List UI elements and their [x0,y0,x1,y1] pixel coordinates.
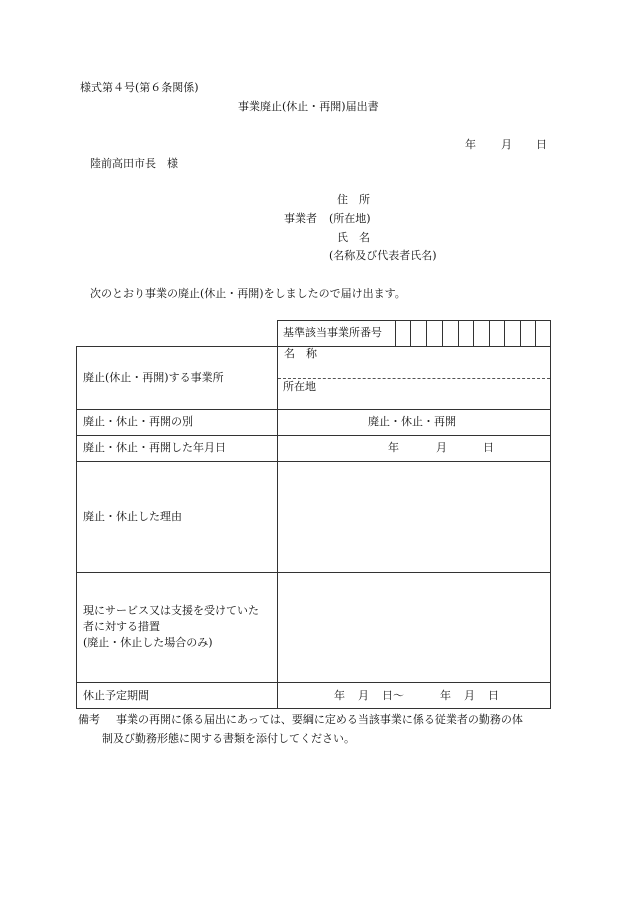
date-row-label: 廃止・休止・再開した年月日 [83,441,226,454]
row-separator [76,435,551,436]
digit-box-divider [395,320,396,346]
type-options[interactable]: 廃止・休止・再開 [368,415,456,428]
digit-box-divider [426,320,427,346]
table-border [277,320,551,321]
suspension-from-day: 日〜 [382,689,404,702]
measures-label-line3: (廃止・休止した場合のみ) [83,636,213,649]
digit-box-divider [458,320,459,346]
type-row-label: 廃止・休止・再開の別 [83,415,193,428]
name-detail-label: (名称及び代表者氏名) [329,249,437,262]
date-row-day: 日 [483,441,494,454]
form-number-label: 様式第４号(第６条関係) [80,81,199,94]
location-label: (所在地) [329,212,371,225]
table-border [277,320,278,346]
digit-box-divider [520,320,521,346]
digit-box-divider [473,320,474,346]
digit-box-divider [410,320,411,346]
digit-box-divider [535,320,536,346]
measures-field[interactable] [279,574,549,681]
suspension-from-year: 年 [334,689,345,702]
suspension-row-label: 休止予定期間 [83,689,149,702]
suspension-to-month: 月 [464,689,475,702]
row-separator [76,409,551,410]
dashed-separator [278,378,550,379]
digit-box-divider [489,320,490,346]
table-border [550,320,551,709]
suspension-to-year: 年 [440,689,451,702]
suspension-to-day: 日 [488,689,499,702]
reason-row-label: 廃止・休止した理由 [83,510,182,523]
measures-label-line2: 者に対する措置 [83,620,160,633]
date-row-year: 年 [388,441,399,454]
note-line1: 事業の再開に係る届出にあっては、要綱に定める当該事業に係る従業者の勤務の体 [116,713,523,726]
addressee: 陸前高田市長 様 [90,157,178,170]
date-row-month: 月 [436,441,447,454]
column-divider [277,346,278,709]
office-name-label: 名 称 [284,347,317,360]
office-location-label: 所在地 [283,380,316,393]
measures-label-line1: 現にサービス又は支援を受けていた [83,604,259,617]
intro-text: 次のとおり事業の廃止(休止・再開)をしましたので届け出ます。 [90,287,406,300]
row-separator [76,572,551,573]
note-line2: 制及び勤務形態に関する書類を添付してください。 [102,732,355,745]
office-location-field[interactable] [330,381,548,407]
form-title: 事業廃止(休止・再開)届出書 [238,100,379,113]
digit-box-divider [504,320,505,346]
office-name-field[interactable] [340,348,548,376]
reason-field[interactable] [279,463,549,571]
date-year-label: 年 [465,138,476,151]
row-separator [76,682,551,683]
digit-box-divider [442,320,443,346]
business-operator-label: 事業者 [284,212,317,225]
note-label: 備考 [78,713,100,726]
name-label: 氏 名 [337,231,370,244]
address-label: 住 所 [337,193,370,206]
row-separator [76,461,551,462]
office-number-label: 基準該当事業所番号 [283,326,382,339]
date-day-label: 日 [536,138,547,151]
office-row-label: 廃止(休止・再開)する事業所 [83,371,224,384]
suspension-from-month: 月 [358,689,369,702]
date-month-label: 月 [501,138,512,151]
row-separator [76,708,551,709]
table-border [76,346,77,709]
